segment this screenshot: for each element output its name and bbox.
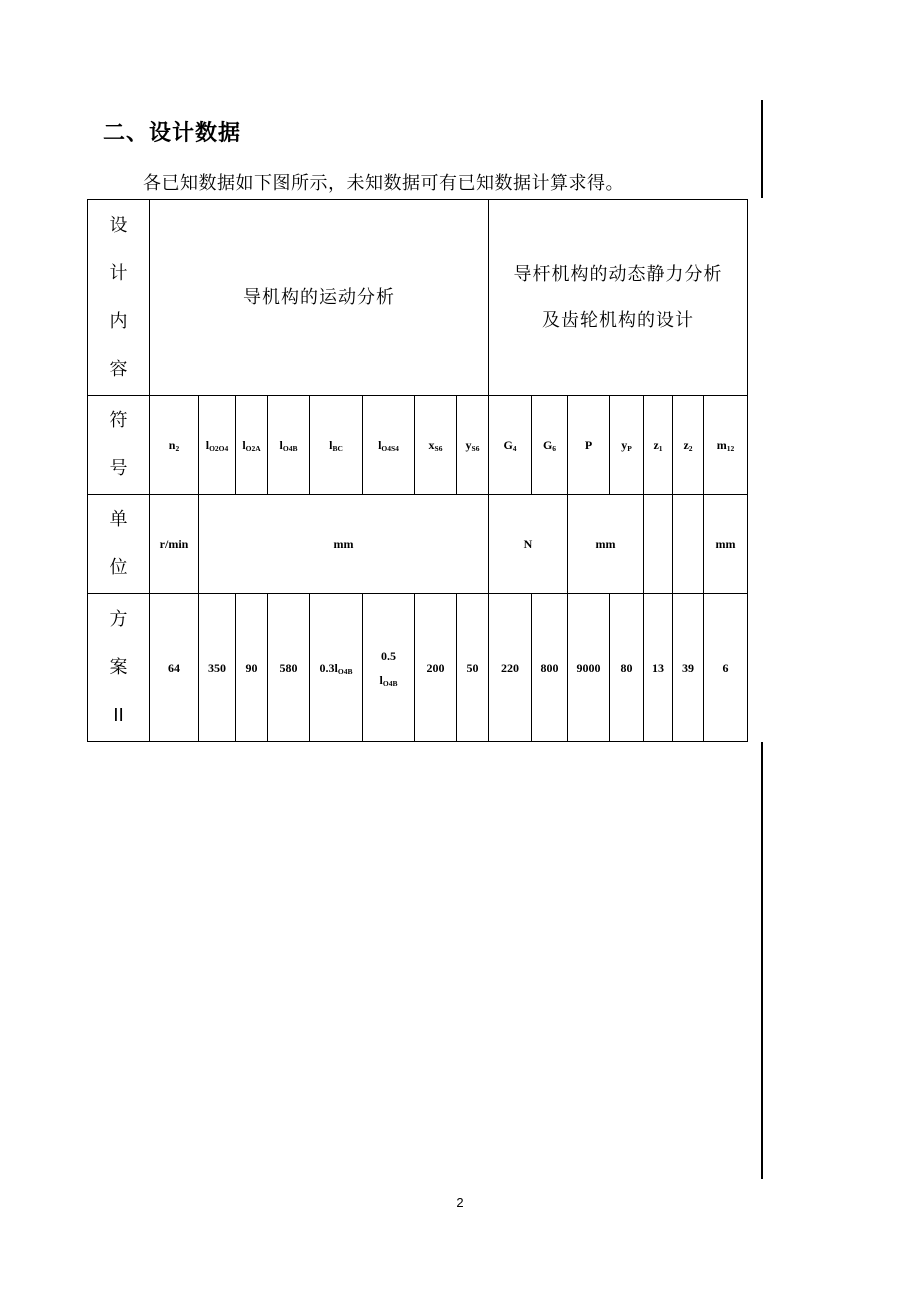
value-lO2O4: 350 bbox=[199, 594, 236, 742]
margin-rule-top bbox=[761, 100, 763, 198]
unit-z2-empty bbox=[673, 495, 704, 594]
section-heading: 二、设计数据 bbox=[103, 121, 242, 146]
unit-length-2: mm bbox=[568, 495, 644, 594]
symbol-z2: $z_2$ bbox=[673, 396, 704, 495]
unit-module: mm bbox=[704, 495, 748, 594]
row-label-symbol: 符号 bbox=[88, 396, 150, 495]
value-lBC: $0.3l_{O4B}$ bbox=[310, 594, 363, 742]
symbol-m12: $m_{12}$ bbox=[704, 396, 748, 495]
cell-kinematic-analysis: 导机构的运动分析 bbox=[150, 200, 489, 396]
row-label-scheme: 方案II bbox=[88, 594, 150, 742]
row-design-content bbox=[88, 200, 748, 396]
symbol-z1: $z_1$ bbox=[644, 396, 673, 495]
value-yS6: 50 bbox=[457, 594, 489, 742]
value-n2: 64 bbox=[150, 594, 199, 742]
symbol-lBC: $l_{BC}$ bbox=[310, 396, 363, 495]
unit-speed: r/min bbox=[150, 495, 199, 594]
symbol-lO2O4: $l_{O2O4}$ bbox=[199, 396, 236, 495]
cell-dynamic-analysis bbox=[489, 200, 748, 396]
symbol-lO4S4: $l_{O4S4}$ bbox=[363, 396, 415, 495]
design-data-table bbox=[87, 199, 748, 742]
unit-z1-empty bbox=[644, 495, 673, 594]
intro-paragraph: 各已知数据如下图所示，未知数据可有已知数据计算求得。 bbox=[143, 173, 624, 194]
value-z1: 13 bbox=[644, 594, 673, 742]
row-label-design: 设计内容 bbox=[88, 200, 150, 396]
row-scheme-values bbox=[88, 594, 748, 742]
row-label-unit: 单位 bbox=[88, 495, 150, 594]
row-symbols bbox=[88, 396, 748, 495]
symbol-P: P bbox=[568, 396, 610, 495]
page-number: 2 bbox=[456, 1195, 464, 1210]
value-z2: 39 bbox=[673, 594, 704, 742]
symbol-lO2A: $l_{O2A}$ bbox=[236, 396, 268, 495]
symbol-lO4B: $l_{O4B}$ bbox=[268, 396, 310, 495]
margin-rule-bottom bbox=[761, 742, 763, 1179]
value-P: 9000 bbox=[568, 594, 610, 742]
value-yP: 80 bbox=[610, 594, 644, 742]
symbol-xS6: $x_{S6}$ bbox=[415, 396, 457, 495]
dynamic-analysis-line2: 及齿轮机构的设计 bbox=[542, 309, 694, 331]
symbol-yS6: $y_{S6}$ bbox=[457, 396, 489, 495]
value-lO2A: 90 bbox=[236, 594, 268, 742]
value-lO4B: 580 bbox=[268, 594, 310, 742]
value-G6: 800 bbox=[532, 594, 568, 742]
value-xS6: 200 bbox=[415, 594, 457, 742]
value-m12: 6 bbox=[704, 594, 748, 742]
symbol-G4: $G_4$ bbox=[489, 396, 532, 495]
value-lO4S4: 0.5 $l_{O4B}$ bbox=[363, 594, 415, 742]
symbol-yP: $y_P$ bbox=[610, 396, 644, 495]
unit-force: N bbox=[489, 495, 568, 594]
row-units bbox=[88, 495, 748, 594]
value-G4: 220 bbox=[489, 594, 532, 742]
dynamic-analysis-line1: 导杆机构的动态静力分析 bbox=[513, 263, 723, 285]
symbol-n2: $n_2$ bbox=[150, 396, 199, 495]
symbol-G6: $G_6$ bbox=[532, 396, 568, 495]
unit-length: mm bbox=[199, 495, 489, 594]
